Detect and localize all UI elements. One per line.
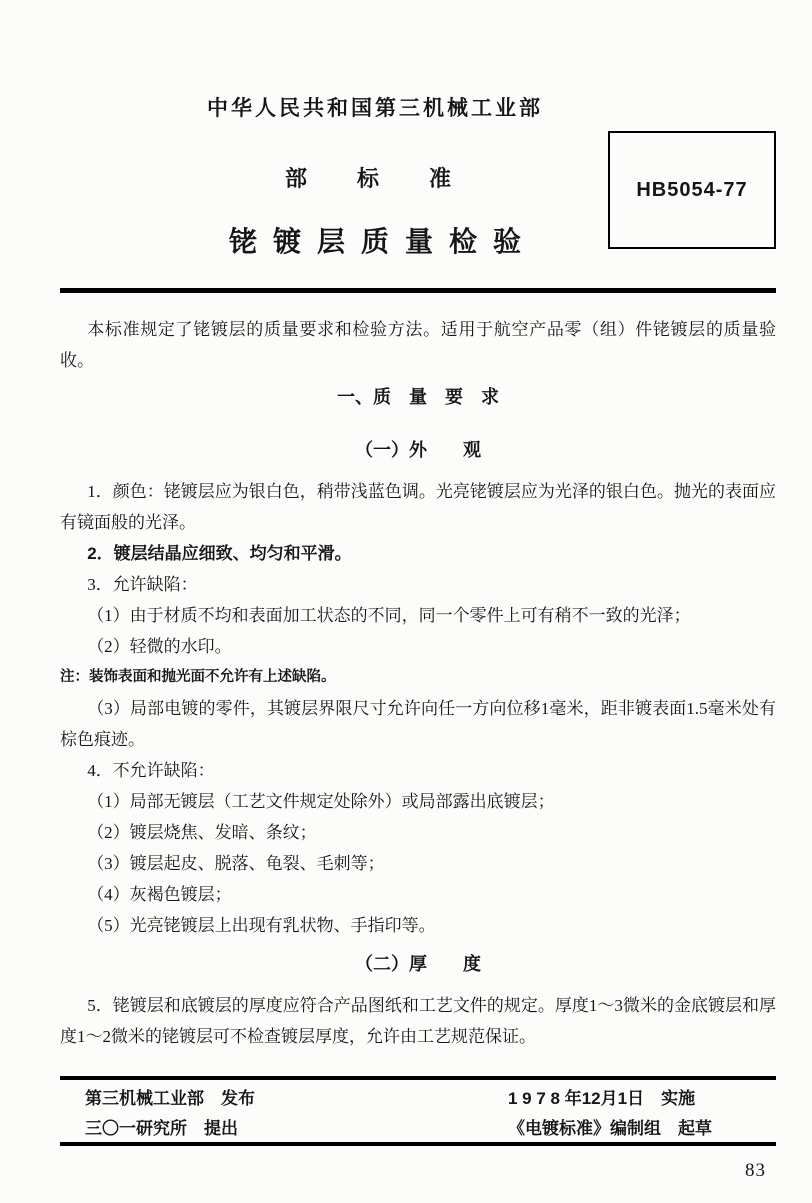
implementation-line: 1 9 7 8 年12月1日 实施 (508, 1089, 696, 1108)
page-number: 83 (745, 1160, 766, 1181)
clause-3-item-3: （3）局部电镀的零件，其镀层界限尺寸允许向任一方向位移1毫米，距非镀表面1.5毫米处有棕色痕迹。 (60, 699, 776, 749)
ministry-name: 中华人民共和国第三机械工业部 (207, 97, 543, 120)
footer-divider-top (60, 1076, 776, 1080)
clause-4: 4．不允许缺陷： (87, 761, 215, 780)
clause-1: 1．颜色：铑镀层应为银白色，稍带浅蓝色调。光亮铑镀层应为光泽的银白色。抛光的表面应有镜面般的光泽。 (60, 482, 776, 532)
document-body (60, 314, 776, 1052)
intro-paragraph: 本标准规定了铑镀层的质量要求和检验方法。适用于航空产品零（组）件铑镀层的质量验收。 (60, 320, 776, 370)
footer-row-draft (60, 1114, 776, 1144)
proposer-line: 三〇一研究所 提出 (85, 1119, 238, 1138)
clause-3: 3．允许缺陷： (87, 575, 198, 594)
footer-row-publish (60, 1084, 776, 1114)
clause-4-item-3: （3）镀层起皮、脱落、龟裂、毛刺等； (87, 854, 385, 873)
subsection-appearance-heading: （一）外 观 (355, 440, 481, 460)
title-divider (60, 288, 776, 293)
footer (60, 1084, 776, 1144)
clause-3-item-2: （2）轻微的水印。 (87, 637, 232, 656)
note-paragraph: 注：装饰表面和抛光面不允许有上述缺陷。 (60, 669, 336, 685)
standard-number: HB5054-77 (636, 178, 748, 201)
clause-4-item-4: （4）灰褐色镀层； (87, 885, 232, 904)
clause-4-item-2: （2）镀层烧焦、发暗、条纹； (87, 823, 317, 842)
document-title: 铑镀层质量检验 (228, 226, 537, 257)
clause-4-item-1: （1）局部无镀层（工艺文件规定处除外）或局部露出底镀层； (87, 792, 555, 811)
publisher-line: 第三机械工业部 发布 (85, 1089, 255, 1108)
clause-3-item-1: （1）由于材质不均和表面加工状态的不同，同一个零件上可有稍不一致的光泽； (87, 606, 691, 625)
section-1-heading: 一、质 量 要 求 (337, 387, 499, 407)
clause-4-item-5: （5）光亮铑镀层上出现有乳状物、手指印等。 (87, 916, 436, 935)
subsection-thickness-heading: （二）厚 度 (355, 954, 481, 974)
footer-divider-bottom (60, 1142, 776, 1146)
clause-5: 5．铑镀层和底镀层的厚度应符合产品图纸和工艺文件的规定。厚度1～3微米的金底镀层和厚度1～2微米的铑镀层可不检查镀层厚度，允许由工艺规范保证。 (60, 996, 776, 1046)
standard-type-label: 部 标 准 (284, 166, 465, 191)
clause-2: 2．镀层结晶应细致、均匀和平滑。 (87, 544, 352, 563)
drafting-line: 《电镀标准》编制组 起草 (508, 1119, 712, 1138)
